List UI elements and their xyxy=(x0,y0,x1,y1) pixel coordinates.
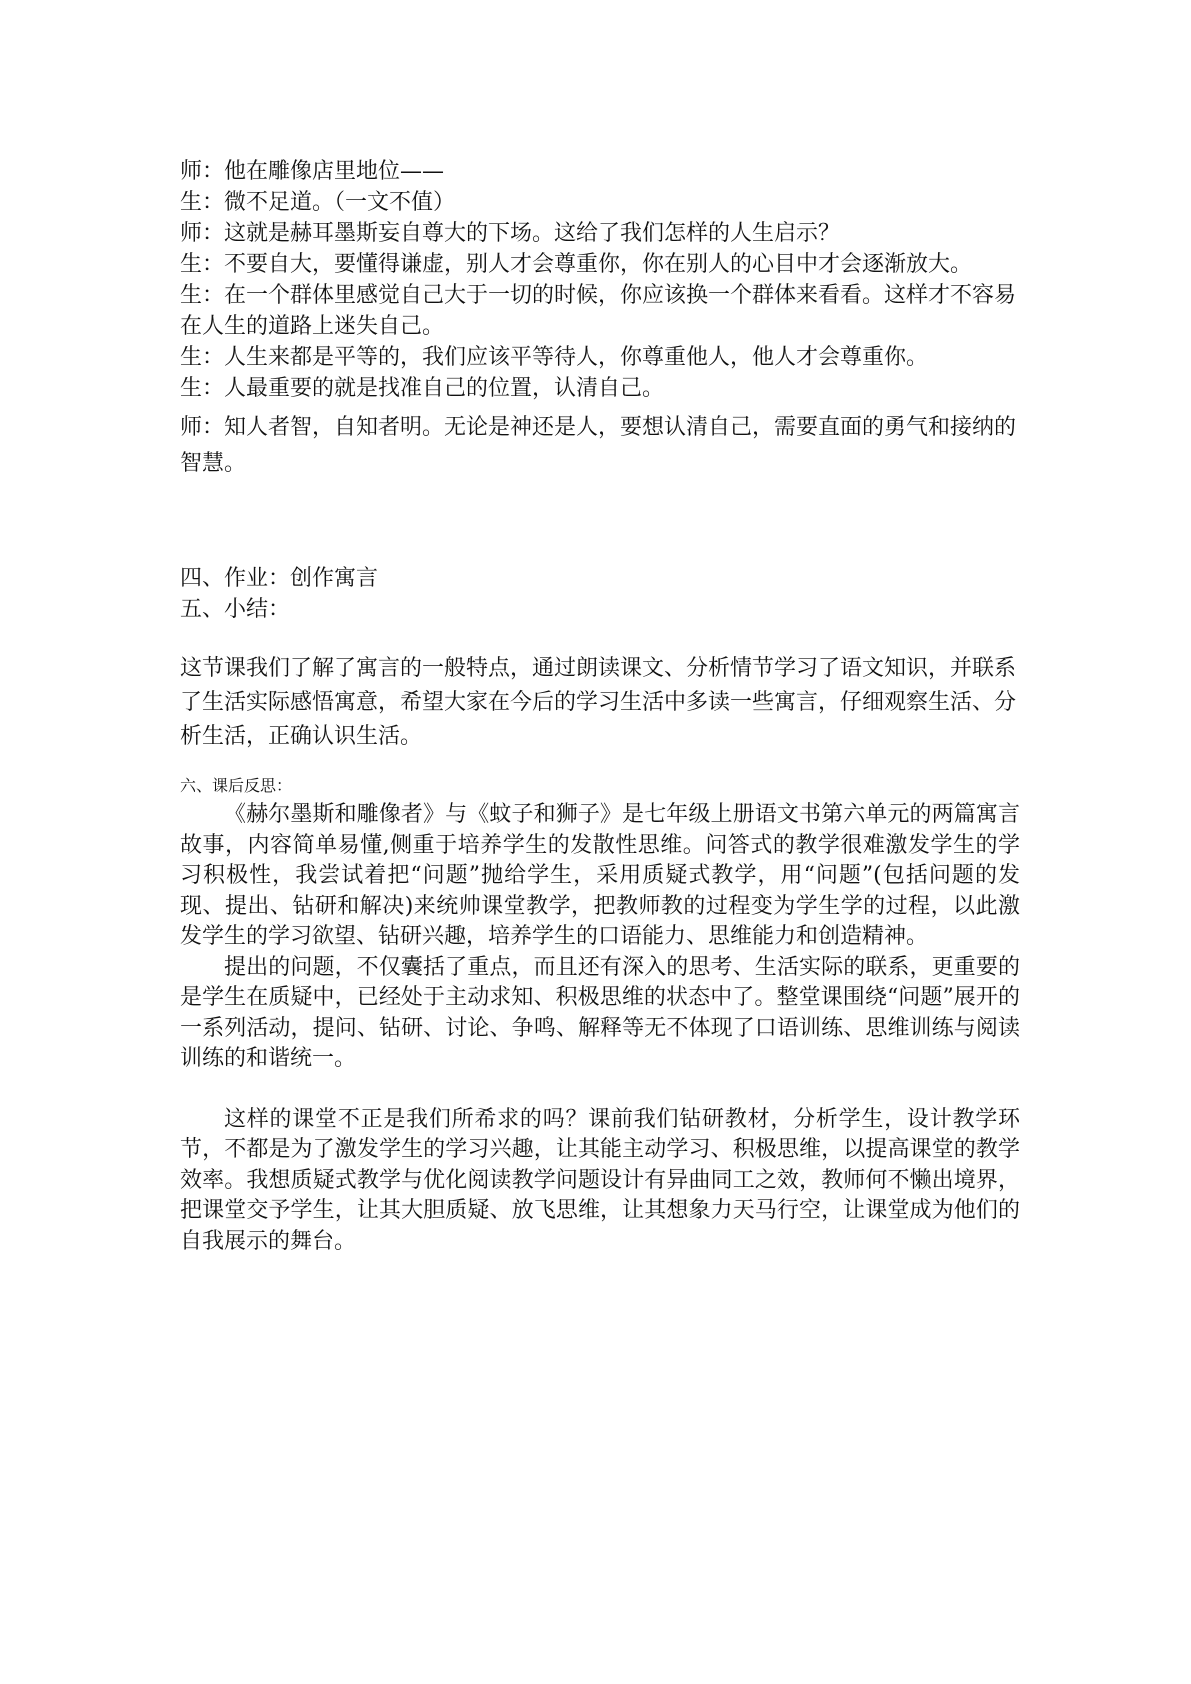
dialog-line: 生：人最重要的就是找准自己的位置，认清自己。 xyxy=(180,376,665,401)
dialog-line: 师：知人者智，自知者明。无论是神还是人，要想认清自己，需要直面的勇气和接纳的智慧。 xyxy=(180,415,1017,476)
classroom-dialog xyxy=(180,156,1020,482)
reflection-paragraph: 提出的问题，不仅囊括了重点，而且还有深入的思考、生活实际的联系，更重要的是学生在质疑中，已经处于主动求知、积极思维的状态中了。整堂课围绕“问题”展开的一系列活动，提问、钻研、讨论、争鸣、解释等无不体现了口语训练、思维训练与阅读训练的和谐统一。 xyxy=(180,954,1020,1071)
reflection-body xyxy=(180,800,1020,1257)
reflection-paragraph: 这样的课堂不正是我们所希求的吗？课前我们钻研教材，分析学生，设计教学环节，不都是为了激发学生的学习兴趣，让其能主动学习、积极思维，以提高课堂的教学效率。我想质疑式教学与优化阅读教学问题设计有异曲同工之效，教师何不懒出境界，把课堂交予学生，让其大胆质疑、放飞思维，让其想象力天马行空，让课堂成为他们的自我展示的舞台。 xyxy=(180,1106,1020,1254)
dialog-line: 生：不要自大，要懂得谦虚，别人才会尊重你，你在别人的心目中才会逐渐放大。 xyxy=(180,252,973,277)
dialog-line: 师：他在雕像店里地位—— xyxy=(180,159,445,184)
reflection-paragraph: 《赫尔墨斯和雕像者》与《蚊子和狮子》是七年级上册语文书第六单元的两篇寓言故事，内容简单易懂,侧重于培养学生的发散性思维。问答式的教学很难激发学生的学习积极性，我尝试着把“问题”抛给学生，采用质疑式教学，用“问题”(包括问题的发现、提出、钻研和解决)来统帅课堂教学，把教师教的过程变为学生学的过程，以此激发学生的学习欲望、钻研兴趣，培养学生的口语能力、思维能力和创造精神。 xyxy=(180,802,1020,949)
dialog-line: 生：人生来都是平等的，我们应该平等待人，你尊重他人，他人才会尊重你。 xyxy=(180,345,929,370)
dialog-line: 生：在一个群体里感觉自己大于一切的时候，你应该换一个群体来看看。这样才不容易在人生的道路上迷失自己。 xyxy=(180,283,1017,339)
homework-heading: 四、作业：创作寓言 xyxy=(180,566,379,591)
dialog-line: 师：这就是赫耳墨斯妄自尊大的下场。这给了我们怎样的人生启示？ xyxy=(180,221,841,246)
dialog-line: 生：微不足道。（一文不值） xyxy=(180,190,456,215)
summary-text: 这节课我们了解了寓言的一般特点，通过朗读课文、分析情节学习了语文知识，并联系了生活实际感悟寓意，希望大家在今后的学习生活中多读一些寓言，仔细观察生活、分析生活，正确认识生活。 xyxy=(180,656,1017,749)
reflection-heading: 六、课后反思： xyxy=(180,776,293,795)
summary-heading: 五、小结： xyxy=(180,597,291,622)
section-headings xyxy=(180,563,1020,625)
summary-block xyxy=(180,652,1020,754)
